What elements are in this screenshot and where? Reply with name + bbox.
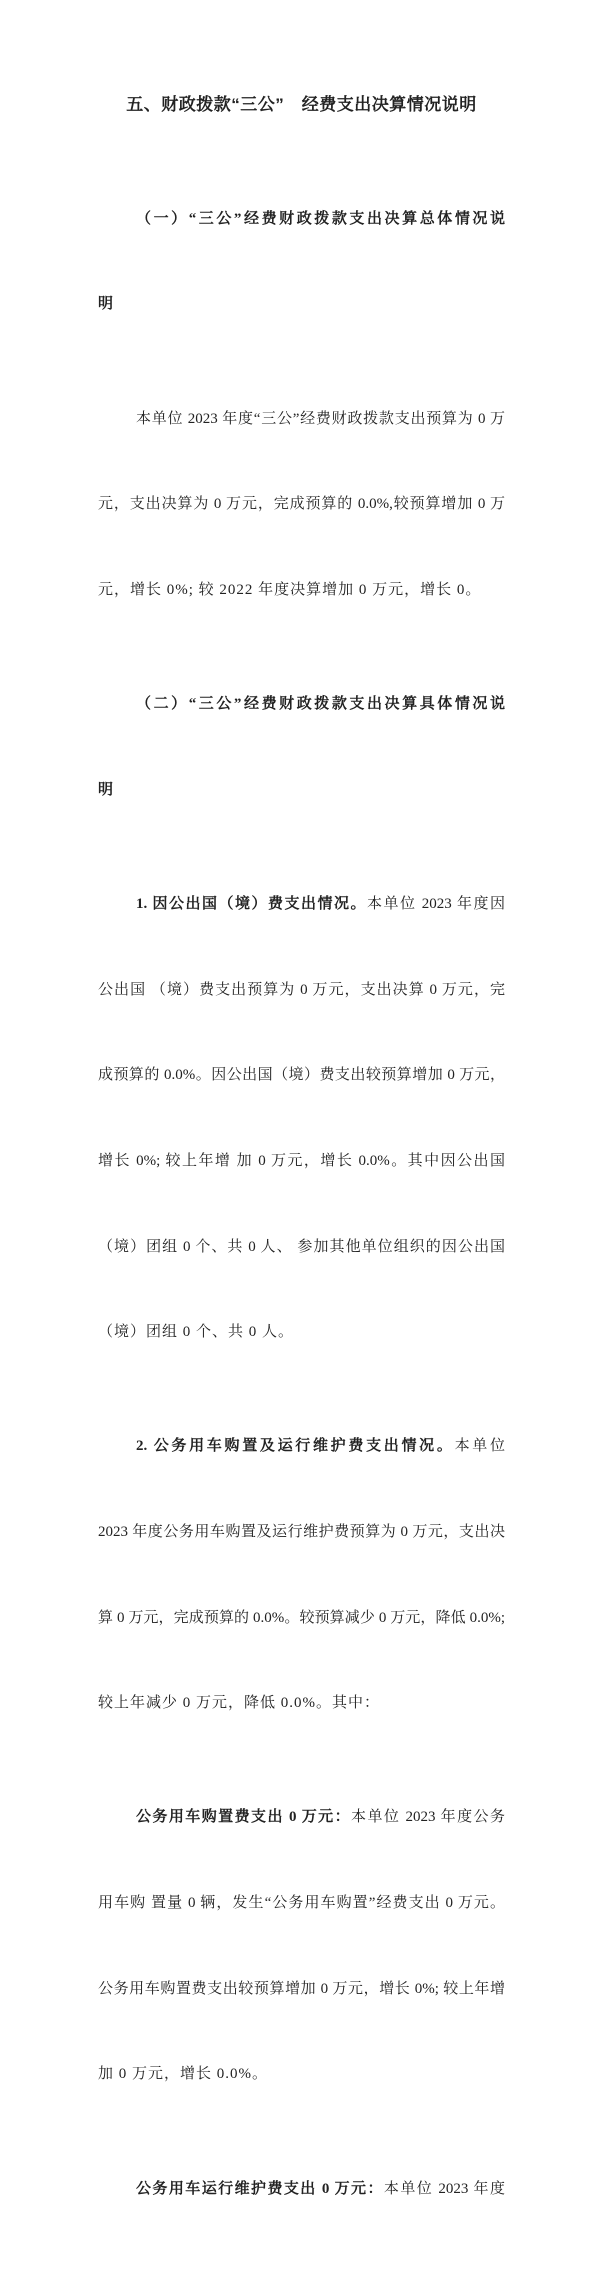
section1-heading-line [98,205,505,234]
paragraph-line [98,1061,505,1090]
section1-heading-wrap [98,290,505,319]
line-text: 算 0 万元，完成预算的 0.0%。较预算减少 0 万元，降低 0.0%; [98,1609,505,1626]
paragraph-line [98,576,505,605]
paragraph-line [98,2175,505,2204]
bold-lead: 2. 公务用车购置及运行维护费支出情况。 [136,1438,455,1455]
line-text: 2023 年度公务用车购置及运行维护费预算为 0 万元，支出决 [98,1523,505,1540]
paragraph-line [98,1318,505,1347]
paragraph-line [98,490,505,519]
line-text: 用车购 置量 0 辆，发生“公务用车购置”经费支出 0 万元。 [98,1895,505,1912]
paragraph-line [98,405,505,434]
section2-heading-wrap [98,776,505,805]
heading-text: （二）“三公”经费财政拨款支出决算具体情况说 [136,696,505,713]
line-text: （境）团组 0 个、共 0 人、 参加其他单位组织的因公出国 [98,1238,505,1255]
paragraph-line [98,1689,505,1718]
line-text: 本单位 [454,1438,505,1455]
line-text: 元，支出决算为 0 万元，完成预算的 0.0%,较预算增加 0 万 [98,496,505,513]
heading-text: （一）“三公”经费财政拨款支出决算总体情况说 [136,210,505,227]
paragraph-line [98,890,505,919]
section2-heading-line [98,690,505,719]
line-text: 本单位 2023 年度 [383,2180,505,2197]
paragraph-line [98,1147,505,1176]
paragraph-line [98,1432,505,1461]
paragraph-line [98,976,505,1005]
bold-lead: 1. 因公出国（境）费支出情况。 [136,895,367,912]
paragraph-line [98,2060,505,2089]
line-text: 成预算的 0.0%。因公出国（境）费支出较预算增加 0 万元， [98,1067,505,1084]
line-text: 较上年减少 0 万元，降低 0.0%。其中： [98,1695,380,1712]
heading-text: 明 [98,781,114,798]
line-text: 本单位 2023 年度因 [366,895,505,912]
bold-lead: 公务用车购置费支出 0 万元： [136,1809,352,1826]
line-text: 加 0 万元，增长 0.0%。 [98,2066,268,2083]
paragraph-line [98,1518,505,1547]
heading-text: 明 [98,296,114,313]
paragraph-line [98,1975,505,2004]
paragraph-line [98,1233,505,1262]
paragraph-line [98,1604,505,1633]
paragraph-line [98,1803,505,1832]
line-text: 公出国 （境）费支出预算为 0 万元，支出决算 0 万元，完 [98,981,505,998]
bold-lead: 公务用车运行维护费支出 0 万元： [136,2180,384,2197]
line-text: 元，增长 0%; 较 2022 年度决算增加 0 万元，增长 0。 [98,581,482,598]
line-text: （境）团组 0 个、共 0 人。 [98,1324,295,1341]
line-text: 增长 0%; 较上年增 加 0 万元，增长 0.0%。其中因公出国 [98,1152,505,1169]
line-text: 本单位 2023 年度公务 [351,1809,505,1826]
line-text: 本单位 2023 年度“三公”经费财政拨款支出预算为 0 万 [136,410,505,427]
line-text: 公务用车购置费支出较预算增加 0 万元，增长 0%; 较上年增 [98,1980,505,1997]
paragraph-line [98,1889,505,1918]
doc-title: 五、财政拨款“三公” 经费支出决算情况说明 [126,94,477,114]
